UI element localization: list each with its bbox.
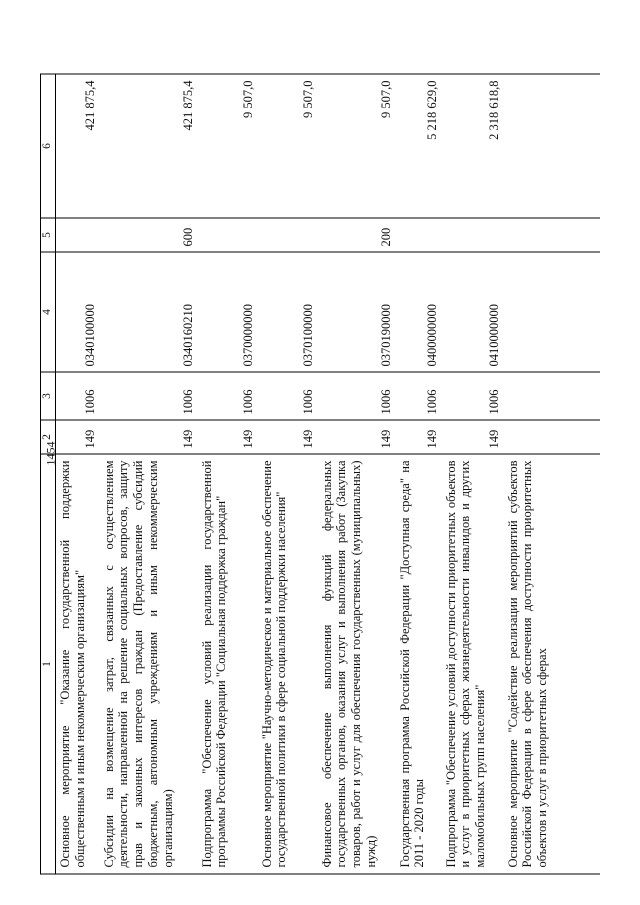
expense-type-code: 200: [318, 218, 396, 252]
column-header: 5: [41, 218, 56, 252]
ministry-code: 149: [258, 420, 318, 454]
amount: 9 507,0: [318, 74, 396, 218]
item-name: Подпрограмма "Обеспечение условий доступности приоритетных объектов и услуг в приоритетных сферах жизнедеятельности инвалидов и других маломобильных групп населения": [442, 454, 504, 874]
section-code: 1006: [100, 372, 198, 420]
expense-type-code: [504, 218, 601, 252]
target-article-code: 0370000000: [198, 252, 258, 372]
item-name: Подпрограмма "Обеспечение условий реализации государственной программы Российской Федерации "Социальная поддержка граждан": [198, 454, 258, 874]
budget-table: [40, 74, 600, 875]
table-row: [198, 74, 258, 874]
target-article-code: 0370190000: [318, 252, 396, 372]
table-row: [504, 74, 601, 874]
expense-type-code: 600: [100, 218, 198, 252]
expense-type-code: [56, 218, 100, 252]
expense-type-code: [442, 218, 504, 252]
target-article-code: 0400000000: [396, 252, 442, 372]
column-header: 2: [41, 420, 56, 454]
section-code: 1006: [198, 372, 258, 420]
expense-type-code: [258, 218, 318, 252]
table-row: [258, 74, 318, 874]
amount: 2 318 618,8: [442, 74, 504, 218]
amount: 9 507,0: [198, 74, 258, 218]
column-header: 3: [41, 372, 56, 420]
ministry-code: 149: [198, 420, 258, 454]
amount: [504, 74, 601, 218]
ministry-code: 149: [396, 420, 442, 454]
table-row: [318, 74, 396, 874]
target-article-code: 0370100000: [258, 252, 318, 372]
item-name: Государственная программа Российской Федерации "Доступная среда" на 2011 - 2020 годы: [396, 454, 442, 874]
item-name: Субсидии на возмещение затрат, связанных с осуществлением деятельности, направленной на решение социальных вопросов, защиту прав и законных интересов граждан (Предоставление субсидий бюджетным, автономным учреждениям и иным некоммерческим организациям): [100, 454, 198, 874]
amount: 421 875,4: [100, 74, 198, 218]
target-article-code: 0340160210: [100, 252, 198, 372]
amount: 9 507,0: [258, 74, 318, 218]
item-name: Основное мероприятие "Научно-методическое и материальное обеспечение государственной политики в сфере социальной поддержки населения": [258, 454, 318, 874]
section-code: 1006: [318, 372, 396, 420]
target-article-code: 0410000000: [442, 252, 504, 372]
column-header: 6: [41, 74, 56, 218]
table-row: [100, 74, 198, 874]
column-header: 4: [41, 252, 56, 372]
section-code: 1006: [258, 372, 318, 420]
column-header: 1: [41, 454, 56, 874]
table-header-row: [41, 74, 56, 874]
item-name: Основное мероприятие "Содействие реализации мероприятий субъектов Российской Федерации в сфере обеспечения доступности приоритетных объектов и услуг в приоритетных сферах: [504, 454, 601, 874]
section-code: [504, 372, 601, 420]
item-name: Основное мероприятие "Оказание государственной поддержки общественным и иным некоммерческим организациям": [56, 454, 100, 874]
table-row: [56, 74, 100, 874]
page-number: 1454: [43, 441, 58, 466]
item-name: Финансовое обеспечение выполнения функций федеральных государственных органов, оказания услуг и выполнения работ (Закупка товаров, работ и услуг для обеспечения государственных (муниципальных) нужд): [318, 454, 396, 874]
amount: 5 218 629,0: [396, 74, 442, 218]
section-code: 1006: [56, 372, 100, 420]
ministry-code: 149: [56, 420, 100, 454]
amount: 421 875,4: [56, 74, 100, 218]
section-code: 1006: [396, 372, 442, 420]
ministry-code: 149: [100, 420, 198, 454]
section-code: 1006: [442, 372, 504, 420]
table-row: [396, 74, 442, 874]
ministry-code: [504, 420, 601, 454]
table-row: [442, 74, 504, 874]
ministry-code: 149: [318, 420, 396, 454]
ministry-code: 149: [442, 420, 504, 454]
expense-type-code: [396, 218, 442, 252]
target-article-code: [504, 252, 601, 372]
expense-type-code: [198, 218, 258, 252]
target-article-code: 0340100000: [56, 252, 100, 372]
